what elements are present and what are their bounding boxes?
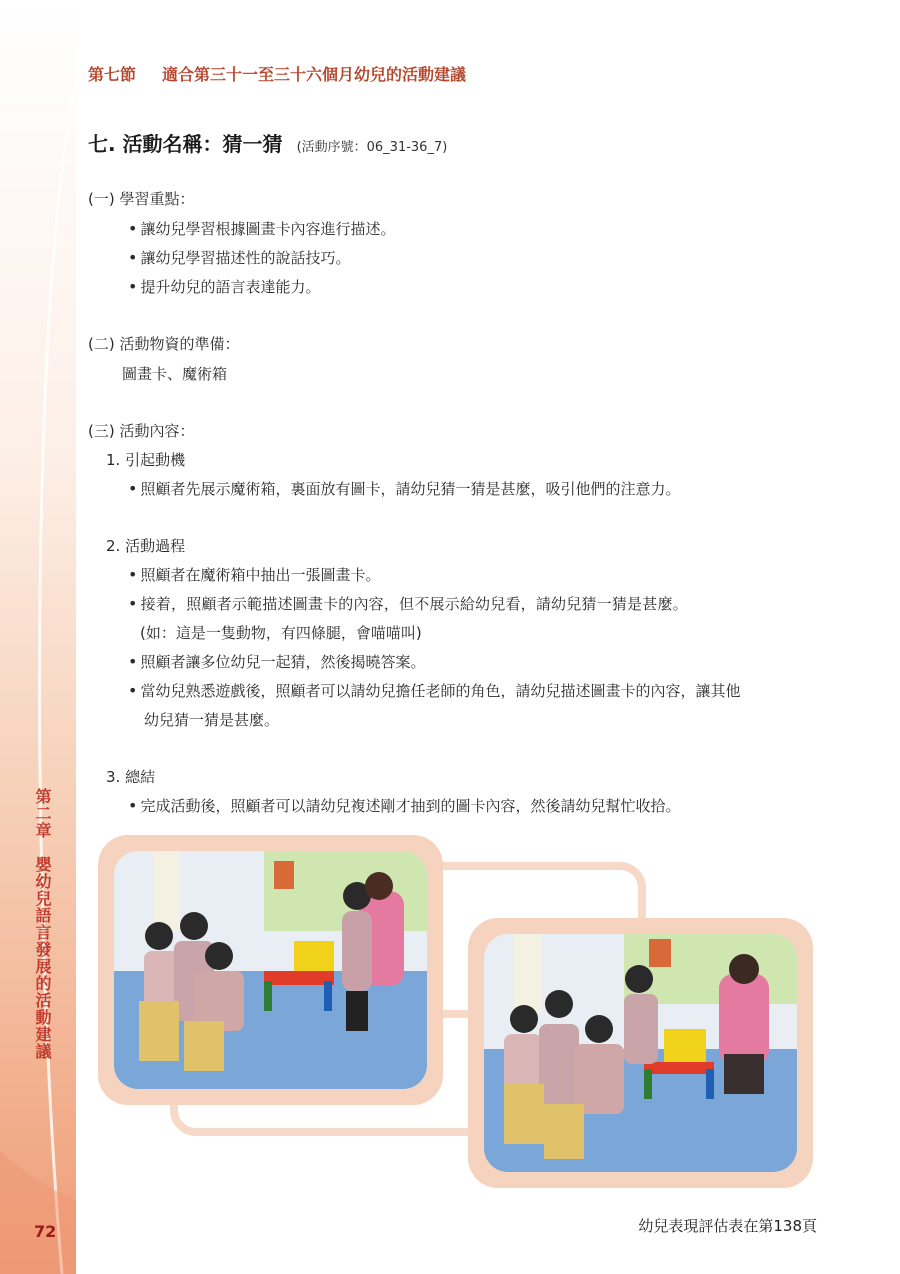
motivation-item: • 照顧者先展示魔術箱，裏面放有圖卡，請幼兒猜一猜是甚麼，吸引他們的注意力。 [128,478,680,499]
conclusion-heading: 3. 總結 [106,768,156,786]
conclusion-item: • 完成活動後，照顧者可以請幼兒複述剛才抽到的圖卡內容，然後請幼兒幫忙收拾。 [128,795,680,816]
content-heading: (三) 活動內容： [88,422,195,440]
process-item: • 接着，照顧者示範描述圖畫卡的內容，但不展示給幼兒看，請幼兒猜一猜是甚麼。 [128,593,688,614]
learning-focus-heading: (一) 學習重點： [88,190,195,208]
side-curve-decoration [0,0,76,1274]
learning-focus-item: • 讓幼兒學習根據圖畫卡內容進行描述。 [128,218,395,239]
motivation-heading: 1. 引起動機 [106,451,186,469]
activity-name: 七. 活動名稱：猜一猜 [88,132,283,156]
photo-frame-1 [98,835,443,1105]
classroom-photo-1 [114,851,427,1089]
classroom-photo-2 [484,934,797,1172]
process-heading: 2. 活動過程 [106,537,186,555]
process-item-continued: 幼兒猜一猜是甚麼。 [144,711,280,729]
page-number: 72 [34,1222,57,1241]
materials-heading: (二) 活動物資的準備： [88,335,240,353]
learning-focus-item: • 提升幼兒的語言表達能力。 [128,276,320,297]
section-title: 適合第三十一至三十六個月幼兒的活動建議 [162,65,467,84]
materials-text: 圖畫卡、魔術箱 [122,365,228,383]
process-item: • 照顧者在魔術箱中抽出一張圖畫卡。 [128,564,380,585]
assessment-footer-note: 幼兒表現評估表在第138頁 [638,1217,817,1235]
process-item: • 當幼兒熟悉遊戲後，照顧者可以請幼兒擔任老師的角色，請幼兒描述圖畫卡的內容，讓其他 [128,680,740,701]
section-label: 第七節 [88,65,137,84]
activity-title [88,128,447,157]
process-item: • 照顧者讓多位幼兒一起猜，然後揭曉答案。 [128,651,425,672]
section-header [88,62,466,85]
process-item-example: (如：這是一隻動物，有四條腿，會喵喵叫) [140,624,422,642]
learning-focus-item: • 讓幼兒學習描述性的說話技巧。 [128,247,350,268]
chapter-title-vertical: 第二章 嬰幼兒語言發展的活動建議 [33,788,52,1060]
photo-frame-2 [468,918,813,1188]
activity-code: (活動序號：06_31-36_7) [296,140,448,155]
